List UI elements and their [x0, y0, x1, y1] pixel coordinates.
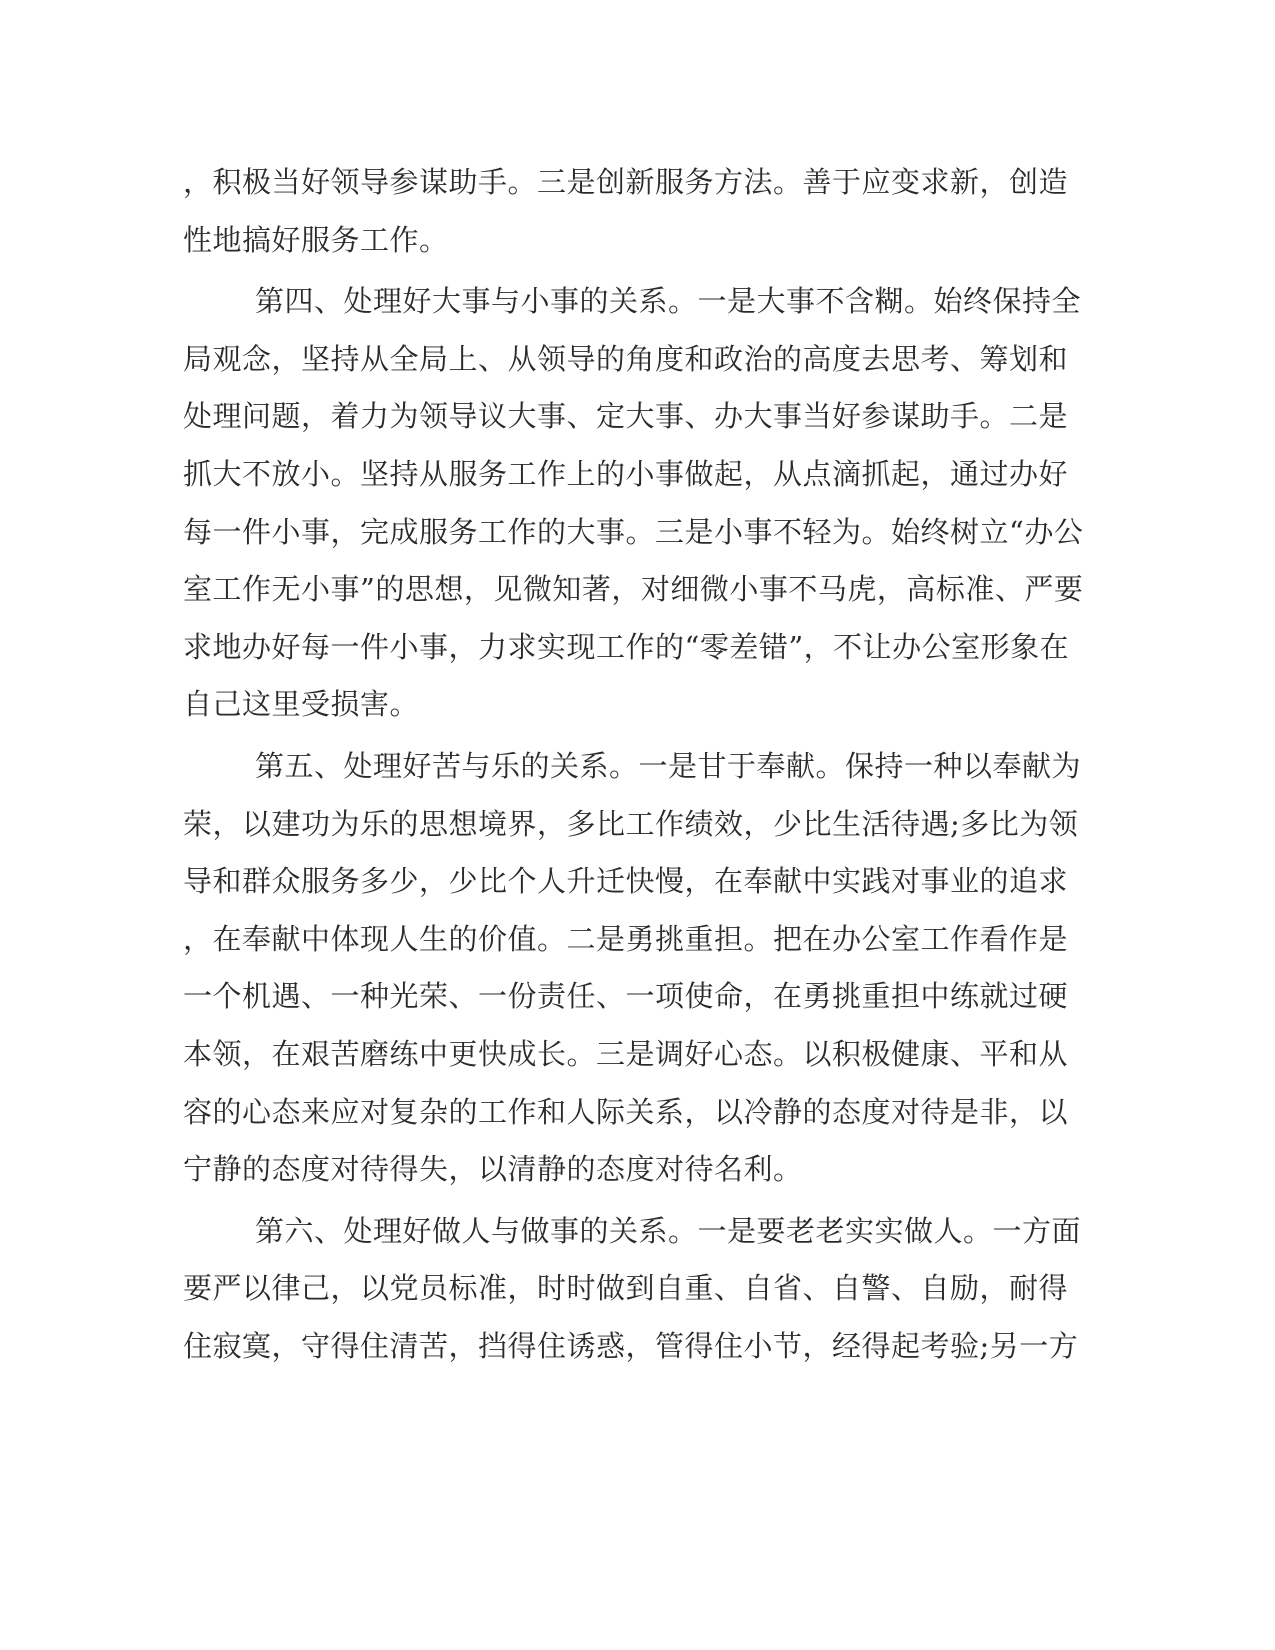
- text-line: ，在奉献中体现人生的价值。二是勇挑重担。把在办公室工作看作是: [183, 921, 1069, 956]
- text-line: 第四、处理好大事与小事的关系。一是大事不含糊。始终保持全: [255, 284, 1082, 319]
- text-line: 性地搞好服务工作。: [183, 222, 449, 257]
- paragraph-fourth: [183, 273, 1084, 734]
- text-line: 每一件小事，完成服务工作的大事。三是小事不轻为。始终树立“办公: [183, 514, 1084, 549]
- text-line: 荣，以建功为乐的思想境界，多比工作绩效，少比生活待遇;多比为领: [183, 806, 1079, 841]
- text-line: 第六、处理好做人与做事的关系。一是要老老实实做人。一方面: [255, 1213, 1082, 1248]
- text-line: 第五、处理好苦与乐的关系。一是甘于奉献。保持一种以奉献为: [255, 748, 1082, 783]
- text-line: 局观念，坚持从全局上、从领导的角度和政治的高度去思考、筹划和: [183, 341, 1069, 376]
- document-body: [183, 154, 1084, 1375]
- text-line: 抓大不放小。坚持从服务工作上的小事做起，从点滴抓起，通过办好: [183, 456, 1069, 491]
- text-line: 要严以律己，以党员标准，时时做到自重、自省、自警、自励，耐得: [183, 1271, 1069, 1306]
- paragraph-fifth: [183, 738, 1082, 1199]
- paragraph-sixth: [183, 1203, 1082, 1376]
- text-line: 本领，在艰苦磨练中更快成长。三是调好心态。以积极健康、平和从: [183, 1036, 1069, 1071]
- text-line: 处理问题，着力为领导议大事、定大事、办大事当好参谋助手。二是: [183, 399, 1069, 434]
- text-line: ，积极当好领导参谋助手。三是创新服务方法。善于应变求新，创造: [183, 165, 1069, 199]
- text-line: 求地办好每一件小事，力求实现工作的“零差错”，不让办公室形象在: [183, 629, 1070, 664]
- text-line: 自己这里受损害。: [183, 687, 420, 722]
- text-line: 容的心态来应对复杂的工作和人际关系，以冷静的态度对待是非，以: [183, 1094, 1069, 1129]
- text-line: 室工作无小事”的思想，见微知著，对细微小事不马虎，高标准、严要: [183, 572, 1084, 607]
- paragraph-continued: [183, 154, 1069, 269]
- text-line: 住寂寞，守得住清苦，挡得住诱惑，管得住小节，经得起考验;另一方: [183, 1328, 1079, 1363]
- text-line: 一个机遇、一种光荣、一份责任、一项使命，在勇挑重担中练就过硬: [183, 979, 1069, 1014]
- text-line: 导和群众服务多少，少比个人升迁快慢，在奉献中实践对事业的追求: [183, 864, 1069, 899]
- text-line: 宁静的态度对待得失，以清静的态度对待名利。: [183, 1152, 803, 1187]
